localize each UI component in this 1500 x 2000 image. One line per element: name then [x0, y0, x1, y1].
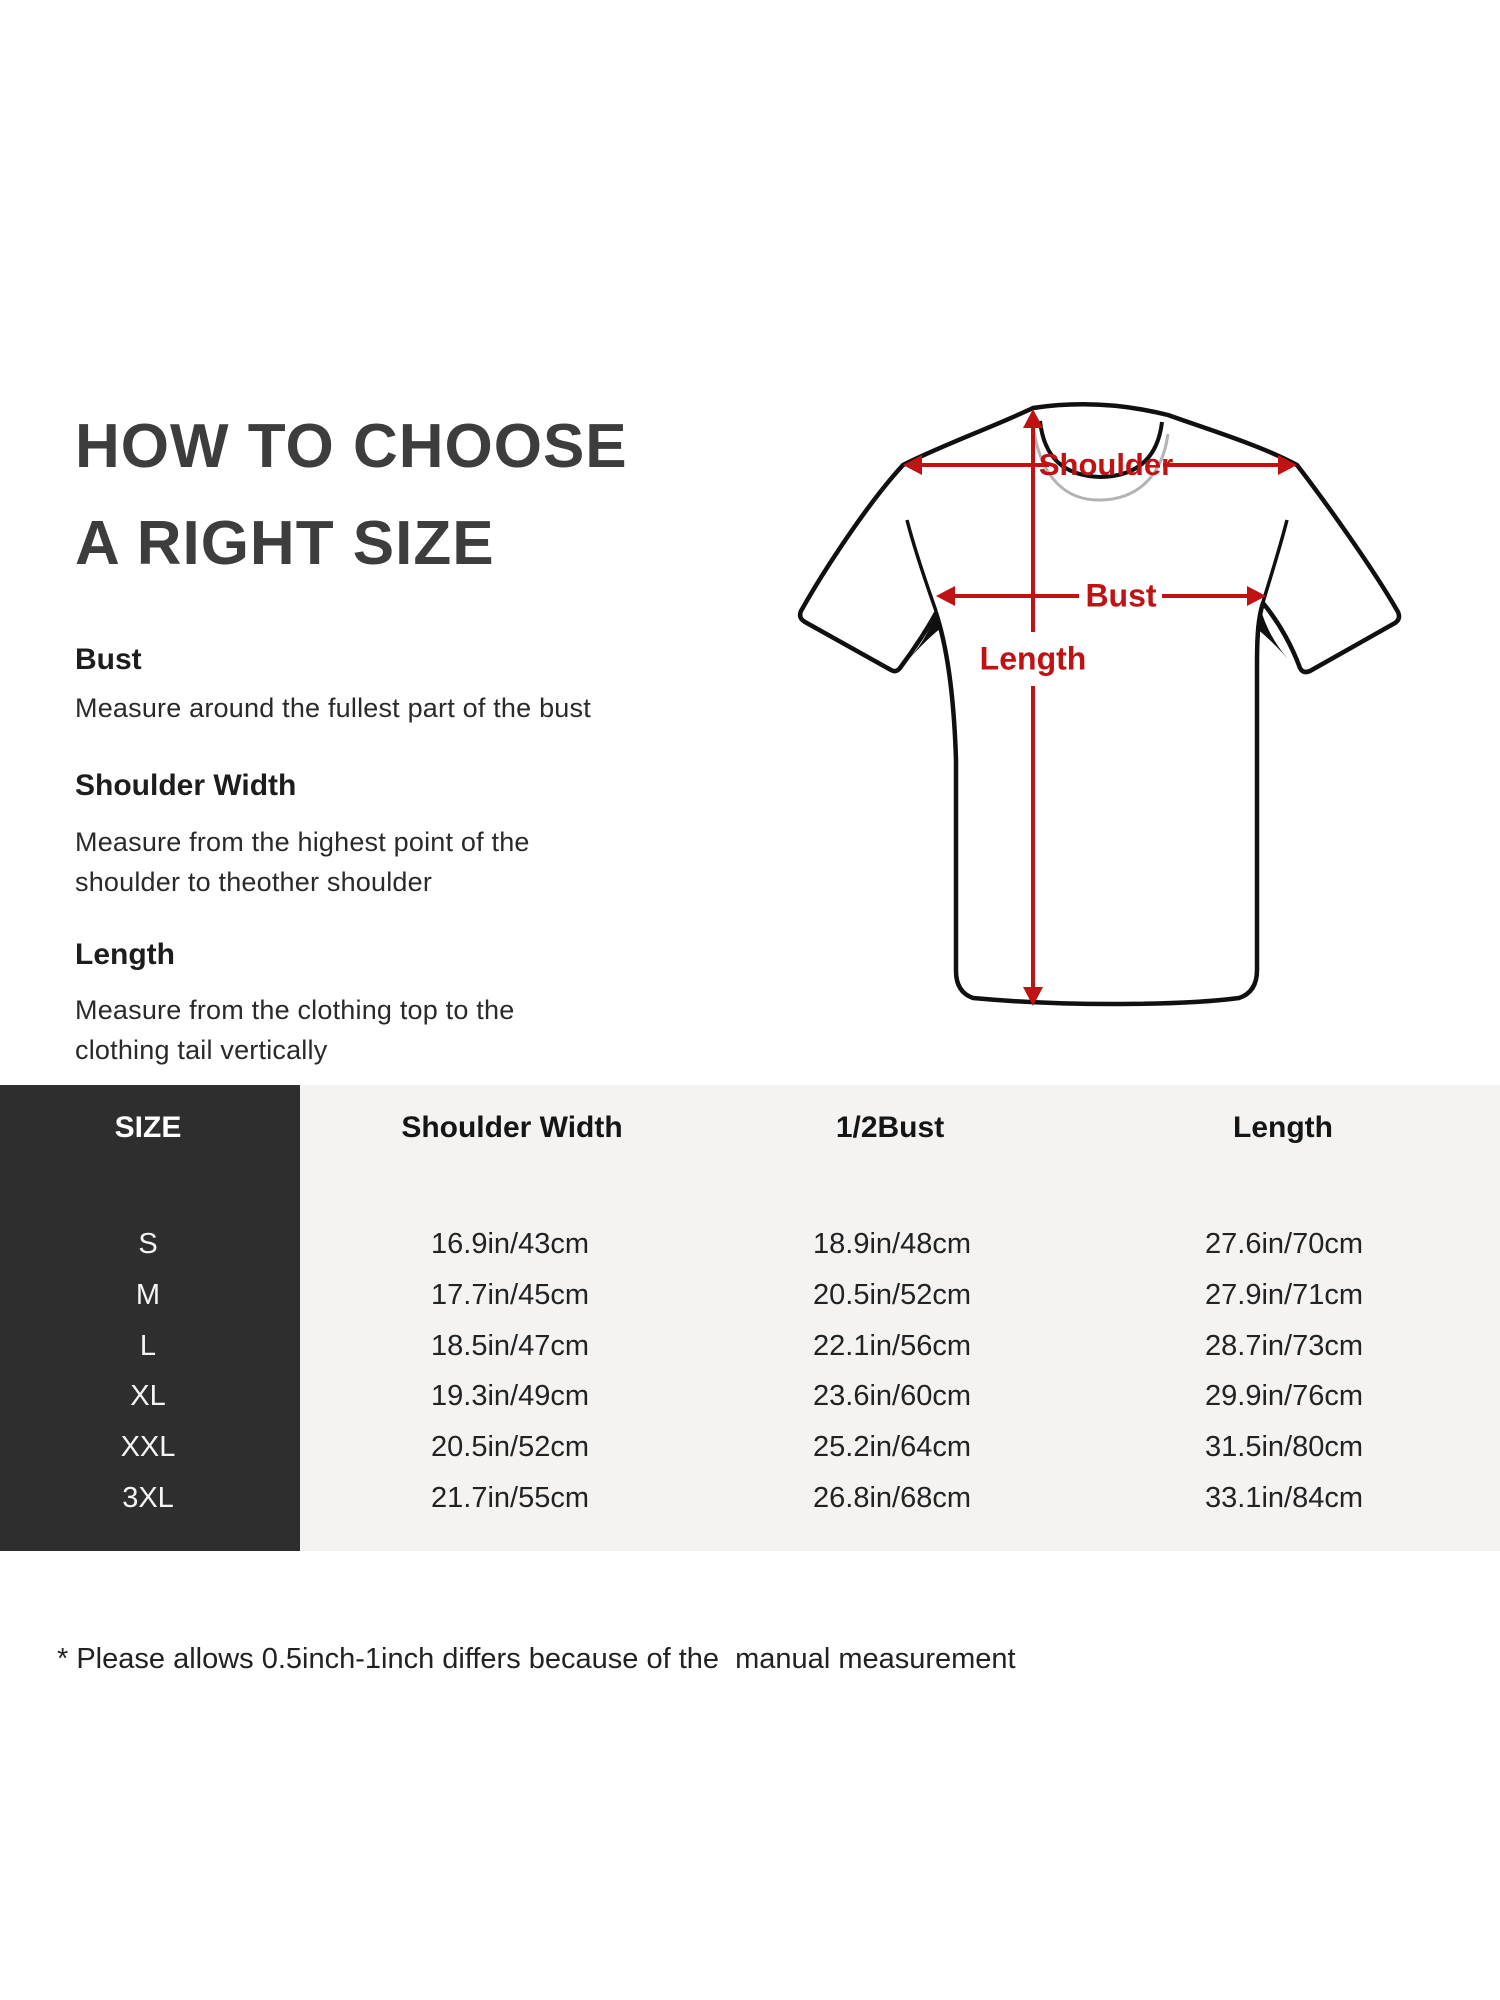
footnote: * Please allows 0.5inch-1inch differs because of the manual measurement: [57, 1643, 1016, 1675]
table-row-size: 3XL: [122, 1482, 174, 1514]
instruction-heading-length: Length: [75, 938, 175, 971]
size-table: [0, 1085, 1500, 1551]
table-cell: 27.6in/70cm: [1205, 1228, 1363, 1260]
tshirt-measurement-diagram: [600, 280, 1420, 1080]
shoulder-label: Shoulder: [1038, 447, 1174, 483]
table-cell: 29.9in/76cm: [1205, 1380, 1363, 1412]
page-title-line2: A RIGHT SIZE: [75, 509, 495, 578]
table-cell: 20.5in/52cm: [431, 1431, 589, 1463]
page-title: [75, 398, 628, 592]
length-label: Length: [979, 640, 1087, 677]
instruction-text-line: Measure from the highest point of the: [75, 827, 530, 857]
instruction-heading-bust: Bust: [75, 643, 142, 676]
instruction-text-line: shoulder to theother shoulder: [75, 867, 433, 897]
table-cell: 27.9in/71cm: [1205, 1279, 1363, 1311]
instruction-text-length: [75, 990, 514, 1070]
instruction-heading-shoulder-width: Shoulder Width: [75, 769, 297, 802]
bust-label: Bust: [1085, 577, 1157, 614]
table-header-shoulder: Shoulder Width: [401, 1111, 623, 1144]
table-cell: 31.5in/80cm: [1205, 1431, 1363, 1463]
table-cell: 33.1in/84cm: [1205, 1482, 1363, 1514]
table-cell: 25.2in/64cm: [813, 1431, 971, 1463]
table-header-length: Length: [1233, 1111, 1333, 1144]
table-cell: 18.5in/47cm: [431, 1330, 589, 1362]
table-row-size: M: [135, 1279, 161, 1311]
table-cell: 28.7in/73cm: [1205, 1330, 1363, 1362]
instruction-text-bust: Measure around the fullest part of the bust: [75, 693, 591, 723]
table-row-size: L: [139, 1330, 157, 1362]
table-cell: 16.9in/43cm: [431, 1228, 589, 1260]
table-cell: 22.1in/56cm: [813, 1330, 971, 1362]
table-cell: 19.3in/49cm: [431, 1380, 589, 1412]
table-cell: 23.6in/60cm: [813, 1380, 971, 1412]
table-header-size: SIZE: [114, 1111, 182, 1144]
table-cell: 20.5in/52cm: [813, 1279, 971, 1311]
page-title-line1: HOW TO CHOOSE: [75, 412, 628, 481]
tshirt-outline: [800, 404, 1399, 1004]
table-cell: 18.9in/48cm: [813, 1228, 971, 1260]
table-header-bust: 1/2Bust: [835, 1111, 945, 1144]
table-row-size: S: [138, 1228, 158, 1260]
instruction-text-shoulder-width: [75, 822, 530, 902]
table-row-size: XXL: [120, 1431, 176, 1463]
table-cell: 21.7in/55cm: [431, 1482, 589, 1514]
table-row-size: XL: [130, 1380, 166, 1412]
table-cell: 26.8in/68cm: [813, 1482, 971, 1514]
instruction-text-line: Measure from the clothing top to the: [75, 995, 515, 1025]
instruction-text-line: clothing tail vertically: [75, 1035, 328, 1065]
table-cell: 17.7in/45cm: [431, 1279, 589, 1311]
